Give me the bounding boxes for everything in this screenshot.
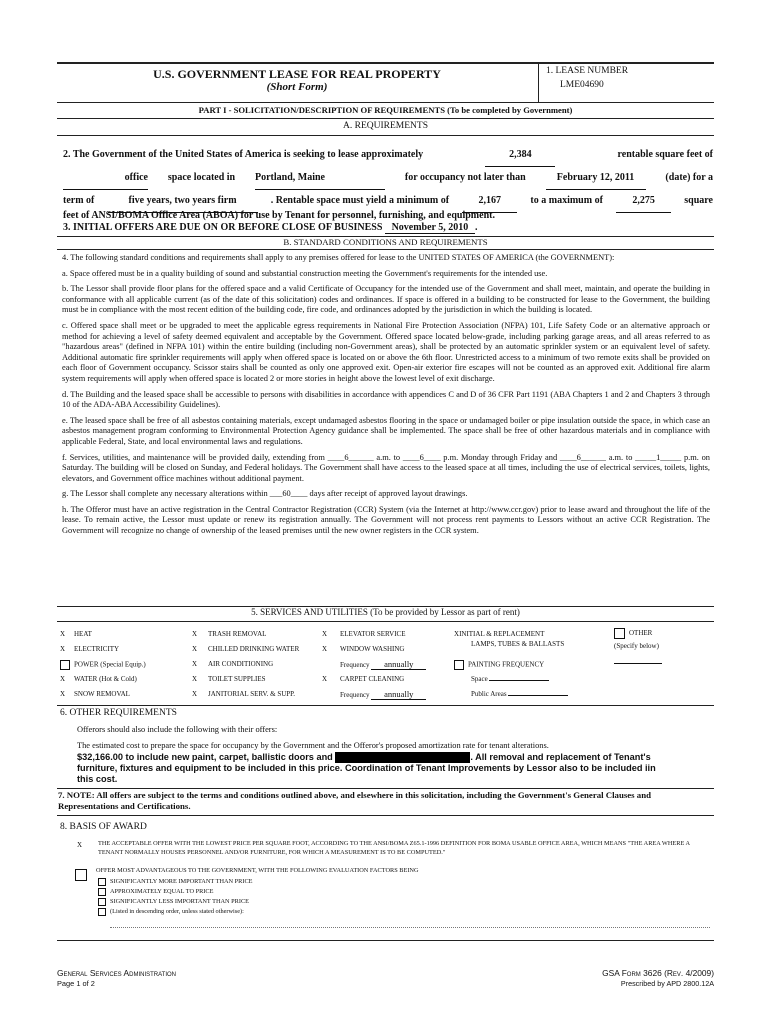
- other-field[interactable]: [614, 663, 662, 664]
- city-field: Portland, Maine: [255, 167, 385, 190]
- section-8-title: 8. BASIS OF AWARD: [60, 822, 147, 832]
- rule: [57, 249, 714, 250]
- painting-frequency: PAINTING FREQUENCY: [454, 660, 594, 675]
- sqft-field: 2,384: [485, 144, 555, 167]
- header-divider: [538, 62, 539, 102]
- service-lamps: XINITIAL & REPLACEMENT: [454, 630, 545, 638]
- footer-form-number: GSA Form 3626 (Rev. 4/2009): [602, 968, 714, 978]
- paragraph-d: d. The Building and the leased space shall be accessible to persons with disabilities in accordance with appendices C and D of 36 CFR Part 1191 (ABA Chapters 1 and 2 and Chapters 3 through 10 of the ADA-ABA Accessibility Guidelines).: [62, 389, 710, 410]
- section-a-heading: A. REQUIREMENTS: [343, 121, 428, 131]
- service-janitorial: X JANITORIAL SERV. & SUPP.: [192, 690, 296, 698]
- top-rule: [57, 62, 714, 64]
- service-elevator: X ELEVATOR SERVICE: [322, 630, 406, 638]
- req-text: (date) for a: [665, 172, 713, 183]
- service-toilet: X TOILET SUPPLIES: [192, 675, 266, 683]
- factor-checkbox[interactable]: [98, 888, 106, 896]
- section-b-heading: B. STANDARD CONDITIONS AND REQUIREMENTS: [283, 237, 488, 247]
- services-col-5: OTHER (Specify below): [614, 628, 714, 664]
- requirement-3: 3. INITIAL OFFERS ARE DUE ON OR BEFORE CLOSE OF BUSINESS November 5, 2010 .: [63, 222, 478, 233]
- form-title: U.S. GOVERNMENT LEASE FOR REAL PROPERTY: [153, 67, 441, 81]
- paragraph-e: e. The leased space shall be free of all asbestos containing materials, except undamaged asbestos flooring in the space or undamaged boiler or pipe insulation outside the space, in which case an asbestos management program conforming to Environmental Protection Agency guidance shall be implemented. The space shall be free of other hazardous materials and in compliance with applicable Federal, State, and local environmental laws and regulations.: [62, 415, 710, 446]
- requirement-2: [63, 144, 713, 213]
- space-type-field: office: [63, 167, 148, 190]
- term-field: five years, two years firm: [108, 190, 258, 213]
- service-snow: X SNOW REMOVAL: [60, 690, 130, 698]
- space-field[interactable]: [489, 680, 549, 681]
- section-6-line2: The estimated cost to prepare the space for occupancy by the Government and the Offeror's proposed amortization rate for tenant alterations.: [77, 741, 549, 750]
- factor-less-important: SIGNIFICANTLY LESS IMPORTANT THAN PRICE: [98, 897, 253, 907]
- redaction-block: [335, 752, 470, 763]
- req-text: rentable square feet of: [617, 149, 713, 160]
- window-frequency: Frequency annually: [322, 660, 457, 675]
- power-checkbox[interactable]: [60, 660, 70, 670]
- note-7: 7. NOTE: All offers are subject to the terms and conditions outlined above, and elsewhere in this solicitation, including the Government's General Clauses and Representations and Certifications.: [58, 790, 651, 811]
- factor-listed: (Listed in descending order, unless stated otherwise):: [98, 907, 253, 917]
- carpet-frequency: Frequency annually: [322, 690, 457, 705]
- factor-more-important: SIGNIFICANTLY MORE IMPORTANT THAN PRICE: [98, 877, 253, 887]
- req-text: to a maximum of: [530, 195, 603, 206]
- part1-heading: PART I - SOLICITATION/DESCRIPTION OF REQUIREMENTS (To be completed by Government): [198, 105, 573, 115]
- section-5-heading: 5. SERVICES AND UTILITIES (To be provided by Lessor as part of rent): [251, 607, 520, 617]
- other-checkbox[interactable]: [614, 628, 625, 639]
- paragraph-f: f. Services, utilities, and maintenance will be provided daily, extending from ____6______ a.m. to ____6____ p.m. Monday through Friday and ____6______ a.m. to _____1_____ p.m. on Saturday. The building will be closed on Sunday, and Federal holidays. The Government shall have access to the leased space at all times, including the use of electrical services, toilets, lights, elevators, and Government office machines without additional payment.: [62, 452, 710, 483]
- factor-checkbox[interactable]: [98, 898, 106, 906]
- paragraph-4: 4. The following standard conditions and requirements shall apply to any premises offered for lease to the UNITED STATES OF AMERICA (the GOVERNMENT):: [62, 253, 615, 262]
- service-carpet: X CARPET CLEANING: [322, 675, 405, 683]
- public-areas-field[interactable]: [508, 695, 568, 696]
- factor-equal: APPROXIMATELY EQUAL TO PRICE: [98, 887, 253, 897]
- service-heat: X HEAT: [60, 630, 92, 638]
- due-date-field: November 5, 2010: [385, 222, 475, 234]
- paragraph-g: g. The Lessor shall complete any necessary alterations within ___60____ days after receipt of approved layout drawings.: [62, 489, 468, 499]
- rule: [57, 621, 714, 622]
- req-text: for occupancy not later than: [404, 172, 526, 183]
- service-trash: X TRASH REMOVAL: [192, 630, 267, 638]
- paragraph-b: b. The Lessor shall provide floor plans for the offered space and a valid Certificate of Occupancy for the intended use of the Government and shall meet, maintain, and operate the building in conformance with all applicable current (as of the date of this solicitation) codes and ordinances. If space is offered in a building to be constructed for lease to the Government, the building must be in compliance with the most recent edition of the building code, fire code, and ordinances adopted by the jurisdiction in which the building is located.: [62, 284, 710, 315]
- rule: [57, 102, 714, 103]
- award-option-2: OFFER MOST ADVANTAGEOUS TO THE GOVERNMENT, WITH THE FOLLOWING EVALUATION FACTORS BEING: [96, 867, 419, 874]
- service-electricity: X ELECTRICITY: [60, 645, 120, 653]
- footer-prescribed: Prescribed by APD 2800.12A: [620, 979, 714, 988]
- rule: [57, 788, 714, 789]
- service-window: X WINDOW WASHING: [322, 645, 405, 653]
- specify-label: (Specify below): [614, 642, 659, 650]
- window-frequency-field: annually: [371, 660, 426, 670]
- rule: [57, 940, 714, 941]
- max-sqft-field: 2,275: [616, 190, 671, 213]
- factor-checkbox[interactable]: [98, 878, 106, 886]
- form-subtitle: (Short Form): [266, 81, 328, 93]
- services-col-1: [60, 630, 210, 705]
- req-text: 3. INITIAL OFFERS ARE DUE ON OR BEFORE CLOSE OF BUSINESS: [63, 222, 383, 233]
- req-text: square: [684, 195, 713, 206]
- footer-agency: General Services Administration: [57, 968, 177, 978]
- req-text: term of: [63, 195, 95, 206]
- services-col-2: [192, 630, 332, 705]
- paragraph-h: h. The Offeror must have an active registration in the Central Contractor Registration (CCR) System (via the Internet at http://www.ccr.gov) prior to lease award and throughout the life of the lease. To remain active, the Lessor must update or renew its registration annually. The Government will not process rent payments to Lessors without an active CCR Registration. The Government will recognize no change of ownership of the leased premises until the new owner registers in the CCR system.: [62, 504, 710, 536]
- lease-number-label: 1. LEASE NUMBER: [546, 66, 629, 76]
- occupancy-date-field: February 12, 2011: [546, 167, 646, 190]
- painting-checkbox[interactable]: [454, 660, 464, 670]
- evaluation-factors: [98, 877, 253, 917]
- lease-number-value: LME04690: [560, 80, 604, 90]
- rule: [57, 705, 714, 706]
- carpet-frequency-field: annually: [371, 690, 426, 700]
- paragraph-c: c. Offered space shall meet or be upgraded to meet the applicable egress requirements in National Fire Protection Association (NFPA) 101, Life Safety Code or an alternative approach or method for achieving a level of safety deemed equivalent and acceptable by the Government. Offered space located below-grade, including parking garage areas, and all areas referred to as "hazardous areas" (defined in NFPA 101) within the entire building (including non-Government areas), shall be protected by an automatic sprinkler system or an equivalent level of safety. Additional automatic fire sprinkler requirements will apply when offered space is located on or above the 6th floor. Unrestricted access to a minimum of two remote exits shall be provided on each floor of Government occupancy. Scissor stairs shall be counted as only one approved exit. Open-air exterior fire escapes will not be counted as an approved exit. Additional fire alarm system requirements will apply when offered space is located 2 or more stories in height above the lowest level of exit discharge.: [62, 320, 710, 383]
- service-power: POWER (Special Equip.): [60, 660, 210, 675]
- min-sqft-field: 2,167: [462, 190, 517, 213]
- section-6-title: 6. OTHER REQUIREMENTS: [60, 708, 177, 718]
- conditions-body: [62, 253, 710, 537]
- lamps-sub: LAMPS, TUBES & BALLASTS: [471, 640, 565, 648]
- rule: [57, 135, 714, 136]
- rule: [57, 118, 714, 119]
- req-text: 2. The Government of the United States of America is seeking to lease approximately: [63, 149, 424, 160]
- paragraph-a: a. Space offered must be in a quality building of sound and substantial construction meeting the Government's requirements for the intended use.: [62, 268, 548, 278]
- section-6-line1: Offerors should also include the following with their offers:: [77, 725, 278, 734]
- req-text: space located in: [167, 172, 236, 183]
- services-col-3: [322, 630, 457, 705]
- factors-line: [110, 927, 710, 928]
- rule: [57, 815, 714, 816]
- footer-page: Page 1 of 2: [57, 979, 95, 988]
- award-option-1: THE ACCEPTABLE OFFER WITH THE LOWEST PRICE PER SQUARE FOOT, ACCORDING TO THE ANSI/BOMA Z65.1-1996 DEFINITION FOR BOMA USABLE OFFICE AREA, WHICH MEANS "THE AREA WHERE A TENANT NORMALLY HOUSES PERSONNEL AND/OR FURNITURE, FOR WHICH A MEASUREMENT IS TO BE COMPUTED.": [98, 840, 690, 856]
- service-water: X WATER (Hot & Cold): [60, 675, 137, 683]
- painting-space: Space: [454, 675, 594, 690]
- requirement-2-end: feet of ANSI/BOMA Office Area (ABOA) for use by Tenant for personnel, furnishing, and equipment.: [63, 210, 495, 221]
- award-option-1-mark: X: [77, 841, 83, 849]
- award-option-2-checkbox[interactable]: [75, 866, 91, 884]
- factor-checkbox[interactable]: [98, 908, 106, 916]
- painting-public: Public Areas: [454, 690, 594, 705]
- services-col-4: [454, 630, 594, 705]
- req-text: . Rentable space must yield a minimum of: [270, 195, 450, 206]
- service-chilled-water: X CHILLED DRINKING WATER: [192, 645, 300, 653]
- service-ac: X AIR CONDITIONING: [192, 660, 274, 668]
- section-6-bold: $32,166.00 to include new paint, carpet, ballistic doors and . All removal and replacement of Tenant's furniture, fixtures and equipment to be included in this price. Coordination of Tenant Improvements by Lessor also to be included iin this cost.: [77, 752, 656, 785]
